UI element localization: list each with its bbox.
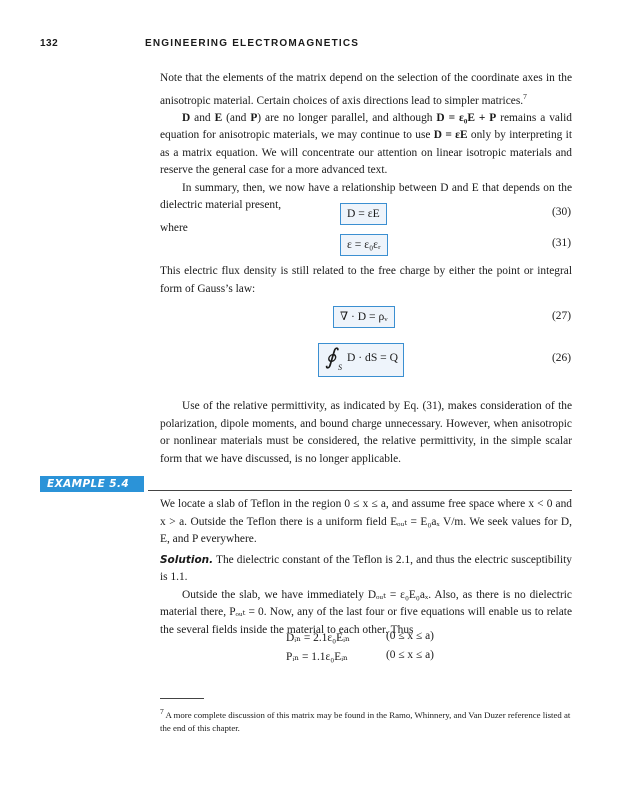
intro-p2-g: remains a valid equation for anisotropic materials, we may continue to use: [160, 111, 572, 142]
intro-p2-b: and: [190, 111, 215, 124]
equation-26-number: (26): [552, 352, 571, 364]
page-number: 132: [40, 38, 59, 49]
intro-p2-f: ) are no longer parallel, and although: [257, 111, 437, 124]
equation-26-expr: D · dS = Q: [347, 351, 398, 364]
intro-p2-d: (and: [222, 111, 251, 124]
intro-paragraph-2: [160, 110, 572, 180]
intro-p2-c: E: [214, 111, 223, 124]
intro-text: [160, 70, 572, 215]
footnote-ref: 7: [523, 91, 527, 101]
integral-sign: ∮: [325, 344, 337, 369]
solution-paragraph: [160, 552, 572, 587]
example-eq-p-range: (0 ≤ x ≤ a): [386, 649, 434, 661]
running-title: ENGINEERING ELECTROMAGNETICS: [145, 38, 360, 49]
equation-26: [318, 343, 404, 377]
equation-27: ∇ · D = ρᵥ: [333, 306, 395, 328]
example-eq-d: Dᵢₙ = 2.1ε₀Eᵢₙ: [286, 632, 350, 644]
example-label: EXAMPLE 5.4: [40, 476, 144, 492]
footnote: [160, 705, 572, 735]
equation-30: D = εE: [340, 203, 387, 225]
intro-paragraph-3: In summary, then, we now have a relationship between D and E that depends on the dielectric material present,: [160, 181, 572, 212]
footnote-divider: [160, 698, 204, 699]
intro-p2-h: only by interpreting it as a matrix equation. We will concentrate our attention on linear isotropic materials and reserve the general case for a more advanced text.: [160, 129, 572, 177]
intro-p2-a: D: [182, 111, 191, 124]
intro-paragraph-1: [160, 70, 572, 110]
equation-31: ε = ε₀εᵣ: [340, 234, 388, 256]
footnote-mark: 7: [160, 707, 164, 716]
equation-30-number: (30): [552, 206, 571, 218]
solution-text-1: The dielectric constant of the Teflon is 2.1, and thus the electric susceptibility is 1.1.: [160, 553, 572, 583]
where-label: where: [160, 222, 188, 234]
intro-p2-eq2: D = εE: [433, 129, 468, 142]
example-divider: [148, 490, 572, 491]
intro-p1-text: Note that the elements of the matrix depend on the selection of the coordinate axes in the anisotropic material. Certain choices of axis directions lead to simpler matrices.: [160, 72, 572, 107]
example-eq-p: Pᵢₙ = 1.1ε₀Eᵢₙ: [286, 651, 348, 663]
intro-p2-e: P: [250, 111, 258, 124]
example-statement: We locate a slab of Teflon in the region 0 ≤ x ≤ a, and assume free space where x < 0 and x > a. Outside the Teflon there is a uniform field Eₒᵤₜ = E₀aₓ V/m. We seek values for D, E, and P everywhere.: [160, 498, 572, 545]
footnote-text: A more complete discussion of this matrix may be found in the Ramo, Whinnery, and Van Duzer reference listed at the end of this chapter.: [160, 709, 571, 733]
equation-27-number: (27): [552, 310, 571, 322]
integral-subscript: S: [338, 363, 342, 372]
solution-label: Solution.: [160, 553, 214, 566]
example-body: [160, 496, 572, 639]
example-eq-d-range: (0 ≤ x ≤ a): [386, 630, 434, 642]
intro-p2-eq1: D = ε₀E + P: [436, 111, 497, 124]
equation-31-number: (31): [552, 237, 571, 249]
permittivity-discussion: Use of the relative permittivity, as indicated by Eq. (31), makes consideration of the polarization, dipole moments, and bound charge unnecessary. However, when anisotropic or nonlinear materials must be considered, the relative permittivity, in the simple scalar form that we have discussed, is no longer applicable.: [160, 400, 572, 465]
gauss-law-text: This electric flux density is still related to the free charge by either the point or integral form of Gauss’s law:: [160, 265, 572, 295]
solution-paragraph-2: Outside the slab, we have immediately Dₒᵤₜ = ε₀E₀aₓ. Also, as there is no dielectric material there, Pₒᵤₜ = 0. Now, any of the last four or five equations will enable us to relate the several fields inside the material to each other. Thus: [160, 588, 572, 636]
